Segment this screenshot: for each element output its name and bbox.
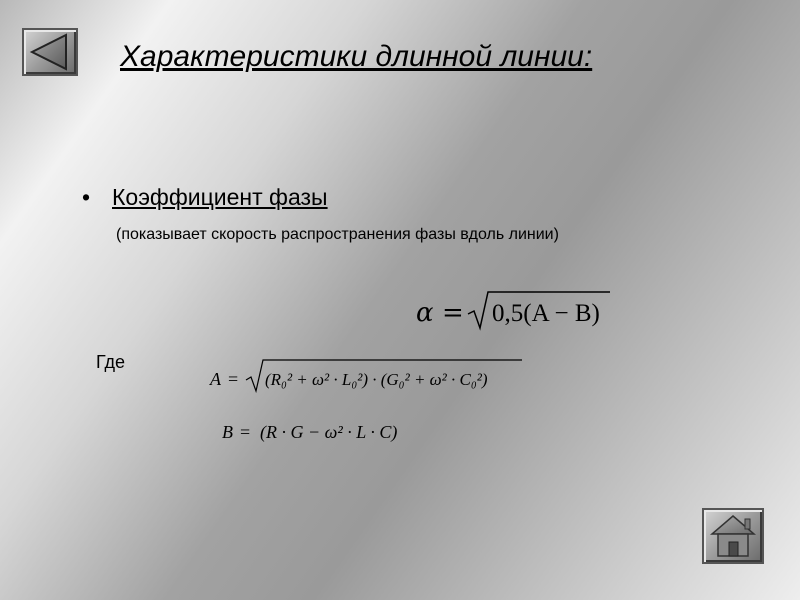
b-symbol: B <box>222 422 233 442</box>
a-symbol: A <box>210 369 221 389</box>
alpha-formula <box>410 286 620 336</box>
a-radicand: (R₀² + ω² · L₀²) · (G₀² + ω² · C₀²) <box>265 370 488 389</box>
triangle-left-icon <box>24 30 76 74</box>
back-button[interactable] <box>22 28 78 76</box>
alpha-equals: = <box>442 298 464 328</box>
bullet-note: (показывает скорость распространения фазы вдоль линии) <box>116 226 559 243</box>
b-equals: = <box>240 422 251 442</box>
alpha-radicand: 0,5(A − B) <box>492 300 600 327</box>
b-formula <box>218 414 448 450</box>
b-expression: (R · G − ω² · L · C) <box>260 422 398 442</box>
a-equals: = <box>228 369 239 389</box>
bullet-label: Коэффициент фазы <box>112 184 328 210</box>
a-formula <box>206 356 536 398</box>
where-label: Где <box>96 352 126 372</box>
bullet-item <box>82 184 328 211</box>
alpha-symbol: α <box>416 298 434 328</box>
bullet-dot: • <box>82 184 91 210</box>
house-icon <box>704 510 762 562</box>
home-button[interactable] <box>702 508 764 564</box>
slide-title: Характеристики длинной линии: <box>120 40 593 73</box>
